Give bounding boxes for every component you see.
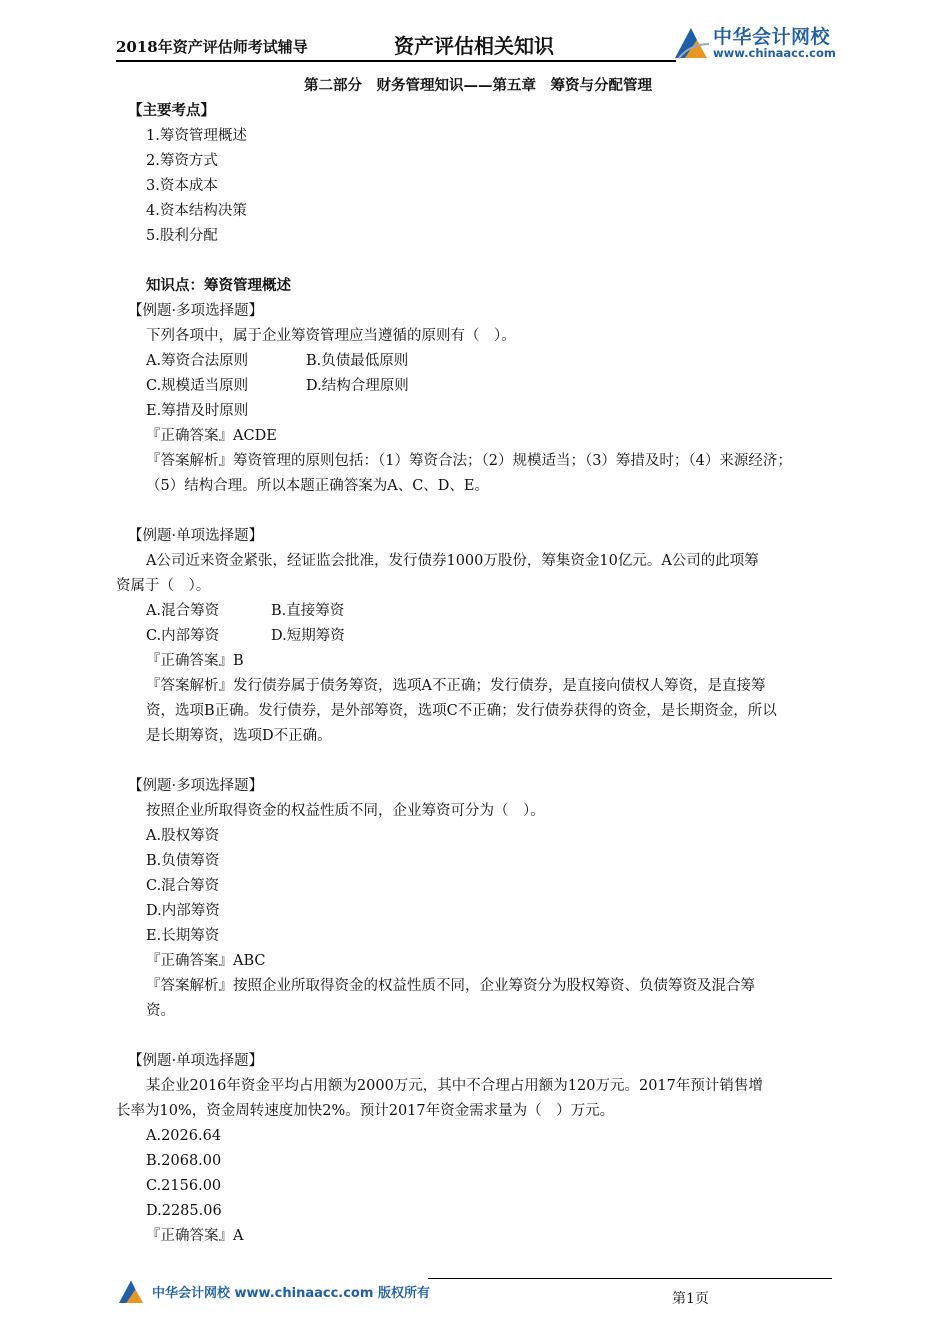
footer-copyright: 中华会计网校 www.chinaacc.com 版权所有 [152, 1286, 430, 1301]
logo-name: 中华会计网校 [713, 26, 831, 48]
option-a: A.筹资合法原则 [146, 353, 249, 369]
header-rule [116, 60, 676, 62]
option-a: A.混合筹资 [146, 603, 220, 619]
answer-analysis-cont: 资，选项B正确。发行债券，是外部筹资，选项C不正确；发行债券获得的资金，是长期资金，所以 [146, 703, 777, 719]
option-c: C.规模适当原则 [146, 378, 249, 394]
page-footer [116, 1272, 840, 1312]
key-point-item: 2.筹资方式 [146, 153, 218, 169]
page-number: 第1页 [672, 1291, 709, 1307]
key-points-heading: 【主要考点】 [128, 103, 215, 119]
answer-analysis-cont: 资。 [146, 1003, 175, 1019]
question-tag: 【例题·多项选择题】 [128, 778, 264, 794]
answer-analysis-cont: （5）结构合理。所以本题正确答案为A、C、D、E。 [146, 478, 489, 494]
option-c: C.2156.00 [146, 1178, 222, 1194]
question-tag: 【例题·多项选择题】 [128, 303, 264, 319]
key-point-item: 5.股利分配 [146, 228, 218, 244]
correct-answer: 『正确答案』A [146, 1228, 244, 1244]
option-b: B.直接筹资 [271, 603, 345, 619]
option-row [116, 349, 840, 374]
question-tag: 【例题·单项选择题】 [128, 528, 264, 544]
question-stem-cont: 长率为10%，资金周转速度加快2%。预计2017年资金需求量为（ ）万元。 [116, 1103, 615, 1119]
question-stem: 某企业2016年资金平均占用额为2000万元，其中不合理占用额为120万元。2017年预计销售增 [146, 1078, 763, 1094]
key-point-item: 1.筹资管理概述 [146, 128, 247, 144]
header-exam-title: 2018年资产评估师考试辅导 [116, 38, 308, 56]
answer-analysis: 『答案解析』筹资管理的原则包括：（1）筹资合法；（2）规模适当；（3）筹措及时；（4）来源经济； [146, 453, 792, 469]
option-b: B.负债最低原则 [306, 353, 409, 369]
answer-analysis: 『答案解析』按照企业所取得资金的权益性质不同，企业筹资分为股权筹资、负债筹资及混合筹 [146, 978, 755, 994]
option-row [116, 599, 840, 624]
correct-answer: 『正确答案』B [146, 653, 244, 669]
question-stem: A公司近来资金紧张，经证监会批准，发行债券1000万股份，筹集资金10亿元。A公司的此项筹 [146, 553, 759, 569]
answer-analysis-cont: 是长期筹资，选项D不正确。 [146, 728, 332, 744]
option-d: D.2285.06 [146, 1203, 222, 1219]
option-a: A.2026.64 [146, 1128, 222, 1144]
chapter-title: 第二部分 财务管理知识——第五章 筹资与分配管理 [304, 78, 652, 94]
correct-answer: 『正确答案』ACDE [146, 428, 277, 444]
option-row [116, 624, 840, 649]
option-b: B.2068.00 [146, 1153, 222, 1169]
question-stem: 下列各项中，属于企业筹资管理应当遵循的原则有（ ）。 [146, 328, 516, 344]
option-row [116, 374, 840, 399]
document-body [116, 74, 840, 1249]
footer-rule [428, 1278, 832, 1279]
option-d: D.结构合理原则 [306, 378, 409, 394]
footer-logo-icon [116, 1276, 146, 1306]
header-subject-title: 资产评估相关知识 [394, 34, 554, 58]
page-header [116, 20, 840, 64]
answer-analysis: 『答案解析』发行债券属于债务筹资，选项A不正确；发行债券，是直接向债权人筹资，是直接筹 [146, 678, 766, 694]
question-stem-cont: 资属于（ ）。 [116, 578, 211, 594]
logo-triangle-icon [671, 22, 711, 62]
section-title: 知识点：筹资管理概述 [146, 278, 291, 294]
option-e: E.筹措及时原则 [146, 403, 249, 419]
option-c: C.混合筹资 [146, 878, 220, 894]
option-d: D.短期筹资 [271, 628, 345, 644]
option-e: E.长期筹资 [146, 928, 220, 944]
key-point-item: 4.资本结构决策 [146, 203, 247, 219]
question-tag: 【例题·单项选择题】 [128, 1053, 264, 1069]
option-b: B.负债筹资 [146, 853, 220, 869]
key-point-item: 3.资本成本 [146, 178, 218, 194]
option-c: C.内部筹资 [146, 628, 220, 644]
logo-url: www.chinaacc.com [713, 46, 836, 60]
chinaacc-logo [671, 20, 846, 64]
option-d: D.内部筹资 [146, 903, 220, 919]
option-a: A.股权筹资 [146, 828, 220, 844]
correct-answer: 『正确答案』ABC [146, 953, 266, 969]
question-stem: 按照企业所取得资金的权益性质不同，企业筹资可分为（ ）。 [146, 803, 545, 819]
